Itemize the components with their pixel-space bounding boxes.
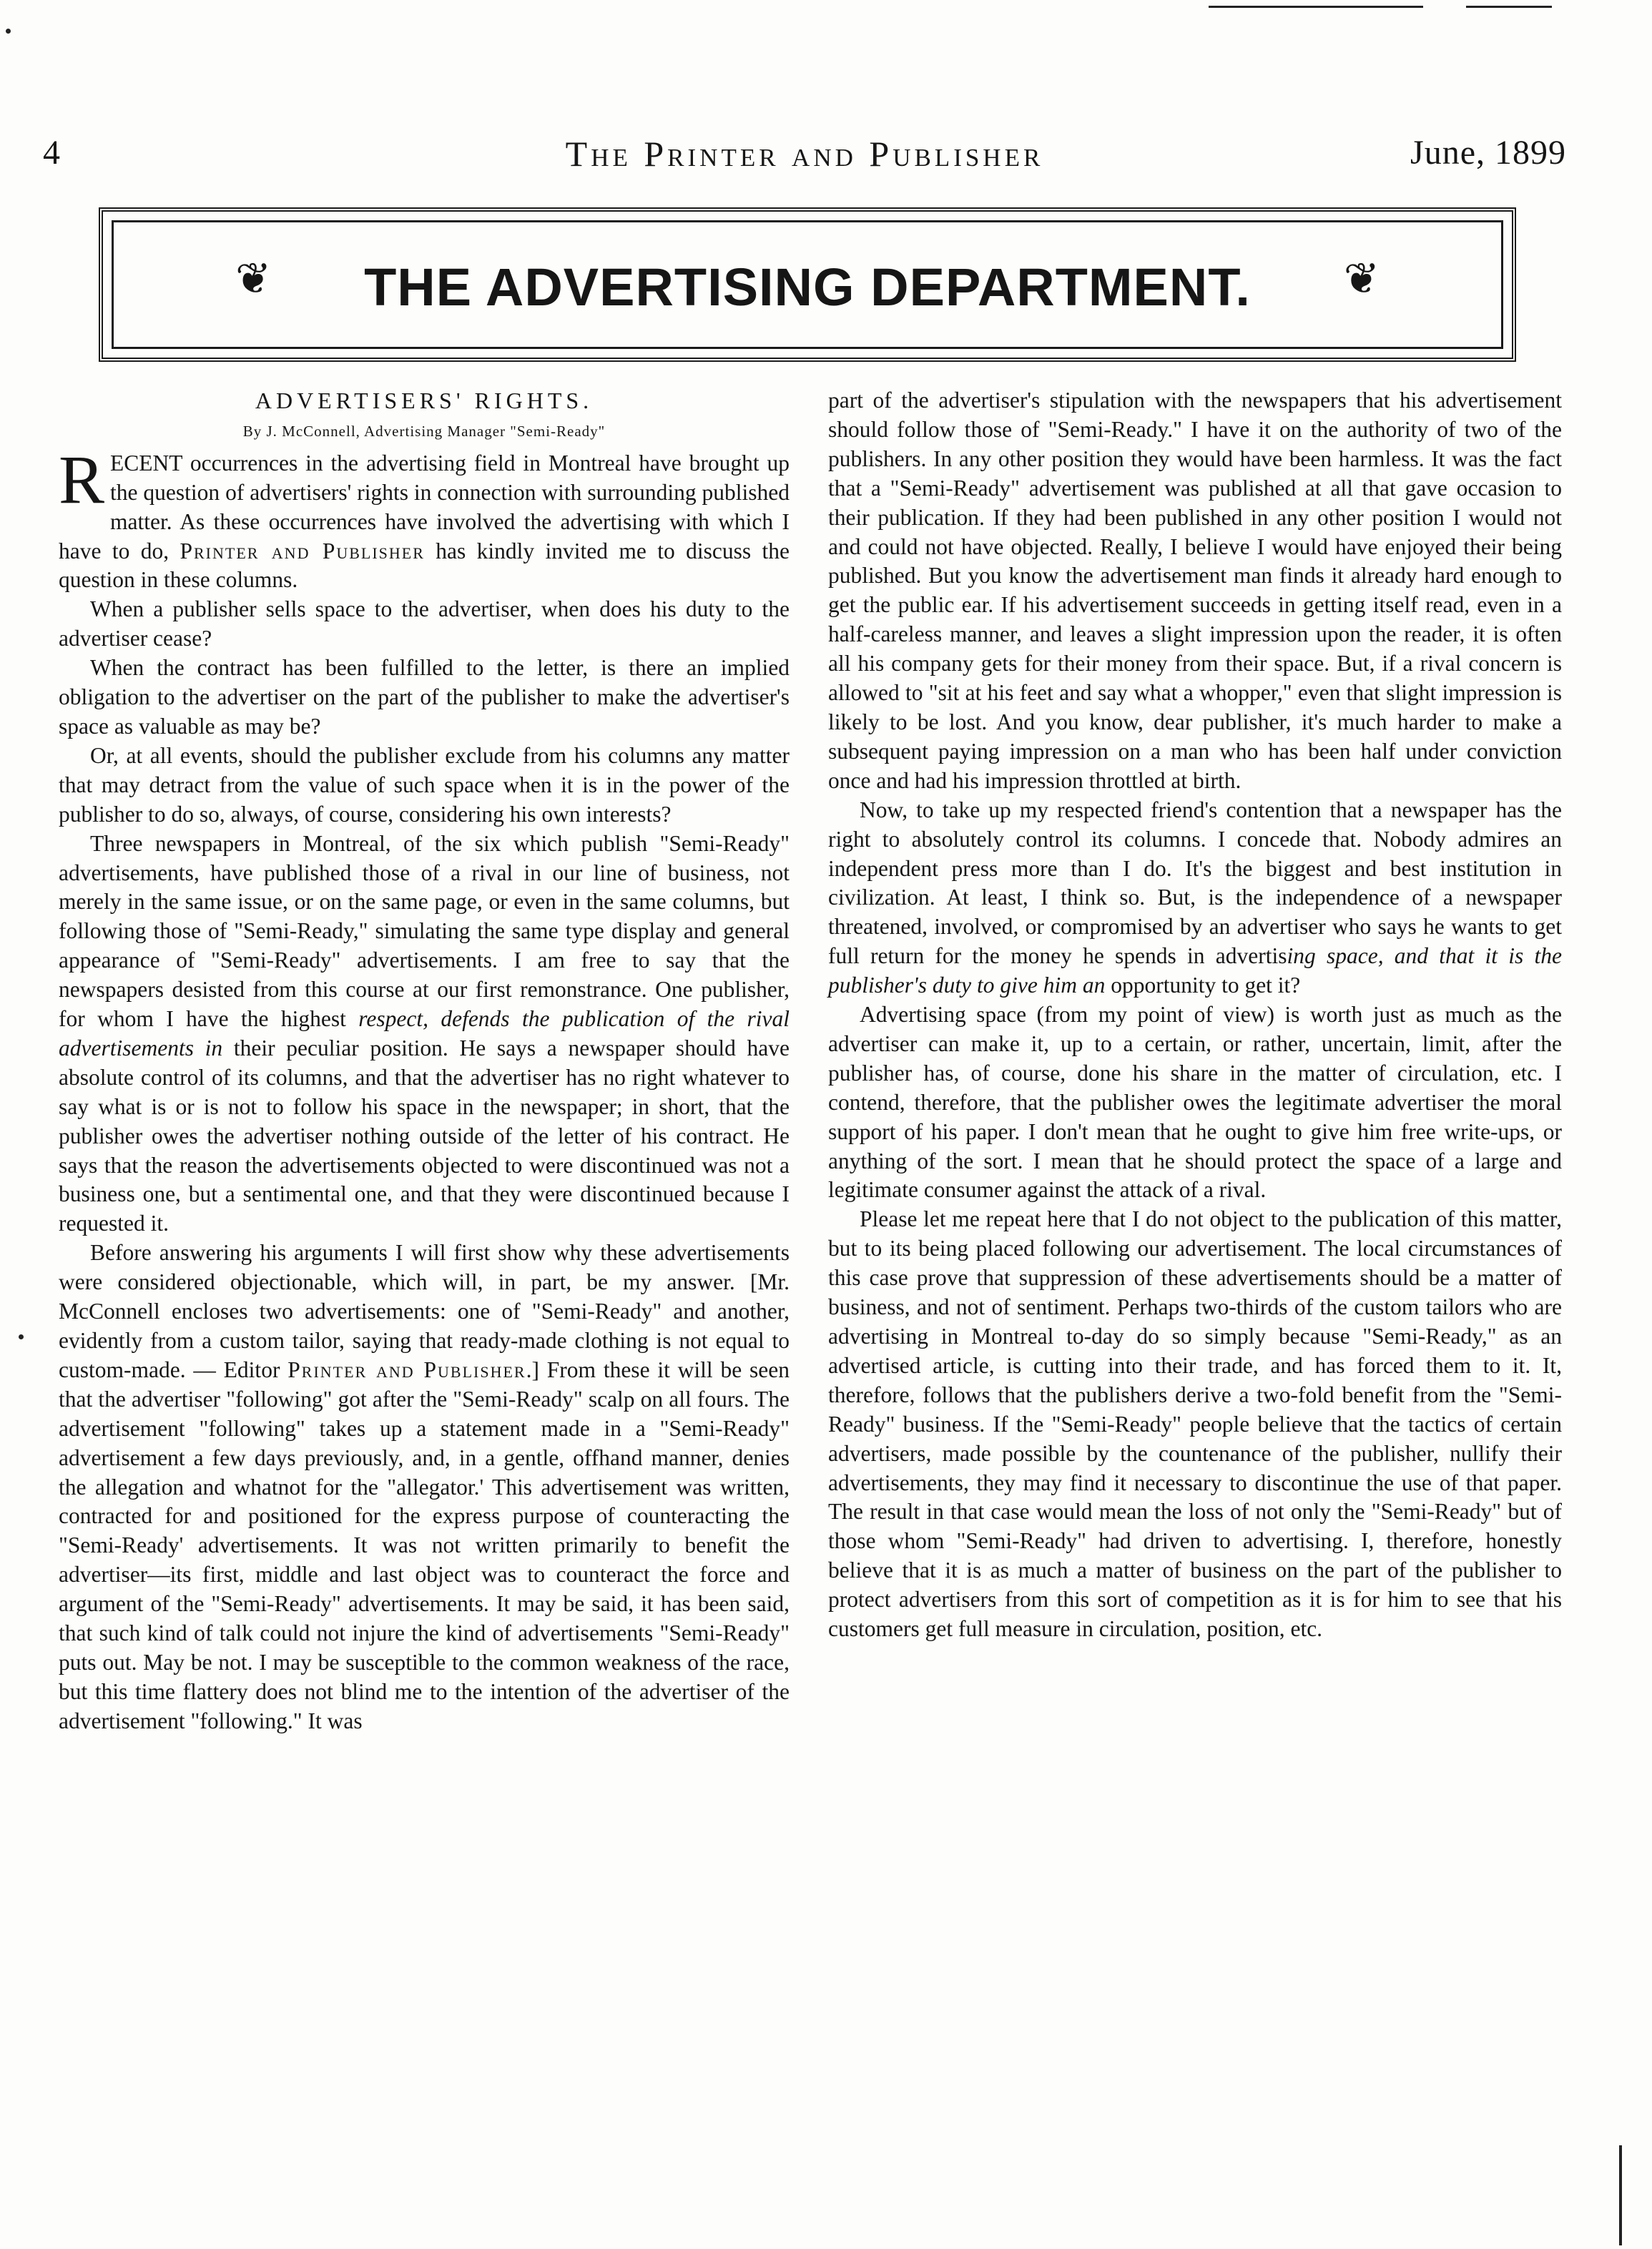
drop-cap: R — [59, 441, 105, 518]
running-header — [43, 133, 1566, 183]
scan-edge-line — [1619, 2145, 1622, 2245]
article-paragraph: part of the advertiser's stipulation with the newspapers that his advertisement should follow those of "Semi-Ready." I have it on the authority of two of the publishers. In any other position they would have been harmless. It was the fact that a "Semi-Ready" advertisement was published at all that gave occasion to their publication. If they had been published in any other position I would not and could not have objected. Really, I believe I would have enjoyed their being published. But you know the advertisement man finds it already hard enough to get the public ear. If his advertisement succeeds in getting itself read, even in a half-careless manner, and leaves a slight impression upon the reader, it is often all his company gets for their money from their space. But, if a rival concern is allowed to "sit at his feet and say what a whopper," even that slight impression is likely to be lost. And you know, dear publisher, it's much harder to make a subsequent paying impression on a man who has been half under conviction once and had his impression throttled at birth. — [828, 388, 1562, 793]
column-right — [828, 386, 1562, 1644]
publication-title: The Printer and Publisher — [565, 134, 1044, 174]
issue-date: June, 1899 — [1410, 134, 1566, 172]
scan-speck — [19, 1334, 24, 1339]
column-left — [59, 386, 790, 1736]
scan-speck — [6, 29, 11, 34]
article-byline: By J. McConnell, Advertising Manager "Semi-Ready" — [242, 422, 606, 440]
article-paragraph: Advertising space (from my point of view) is worth just as much as the advertiser can make it, up to a certain, or rather, uncertain, limit, after the publisher has, of course, done his share in the matter of circulation, etc. I contend, therefore, that the publisher owes the legitimate advertiser the moral support of his paper. I don't mean that he ought to give him free write-ups, or anything of the sort. I mean that he should protect the space of a large and legitimate consumer against the attack of a rival. — [828, 1002, 1562, 1203]
article-title: ADVERTISERS' RIGHTS. — [255, 388, 594, 413]
banner-inner-frame — [112, 220, 1503, 349]
fleuron-ornament-icon: ❦ — [235, 255, 272, 302]
fleuron-ornament-icon: ❦ — [1343, 255, 1380, 302]
article-paragraph: RECENT occurrences in the advertising field in Montreal have brought up the question of advertisers' rights in connection with surrounding published matter. As these occurrences have involved the advertising with which I have to do, Printer and Publisher has kindly invited me to discuss the question in these columns. — [59, 441, 790, 593]
article-paragraph: Or, at all events, should the publisher exclude from his columns any matter that may detract from the value of such space when it is in the power of the publisher to do so, always, of course, considering his own interests? — [59, 742, 790, 827]
article-paragraph: Before answering his arguments I will first show why these advertisements were considered objectionable, which will, in part, be my answer. [Mr. McConnell encloses two advertisements: one of "Semi-Ready" and another, evidently from a custom tailor, saying that ready-made clothing is not equal to custom-made. — Editor Printer and Publisher.] From these it will be seen that the advertiser "following" got after the "Semi-Ready" scalp on all fours. The advertisement "following" takes up a statement made in a "Semi-Ready" advertisement a few days previously, and, in a gentle, offhand manner, denies the allegation and whatnot for the "allegator.' This advertisement was written, contracted for and positioned for the express purpose of counteracting the "Semi-Ready' advertisements. It was not written primarily to benefit the advertiser—its first, middle and last object was to counteract the force and argument of the "Semi-Ready" advertisements. It may be said, it has been said, that such kind of talk could not injure the kind of advertisements "Semi-Ready" puts out. May be not. I may be susceptible to the common weakness of the race, but this time flattery does not blind me to the intention of the advertiser of the advertisement "following." It was — [59, 1240, 790, 1733]
scan-artifact-rule — [1466, 6, 1552, 8]
article-paragraph: When a publisher sells space to the advertiser, when does his duty to the advertiser cease? — [59, 596, 790, 651]
article-paragraph: Three newspapers in Montreal, of the six which publish "Semi-Ready" advertisements, have published those of a rival in our line of business, not merely in the same issue, or on the same page, or even in the same columns, but following those of "Semi-Ready," simulating the same type display and general appearance of "Semi-Ready" advertisements. I am free to say that the newspapers desisted from this course at our first remonstrance. One publisher, for whom I have the highest respect, defends the publication of the rival advertisements in their peculiar position. He says a newspaper should have absolute control of its columns, and that the advertiser has no right whatever to say what is or is not to follow his space in the newspaper; in short, that the publisher owes the advertiser nothing outside of the letter of his contract. He says that the reason the advertisements objected to were discontinued was not a business one, but a sentimental one, and that they were discontinued because I requested it. — [59, 830, 790, 1236]
article-paragraph: Please let me repeat here that I do not object to the publication of this matter, but to its being placed following our advertisement. The local circumstances of this case prove that suppression of these advertisements should be a matter of business, and not of sentiment. Perhaps two-thirds of the custom tailors who are advertising in Montreal to-day do so simply because "Semi-Ready," as an advertised article, is cutting into their trade, and has forced them to it. It, therefore, follows that the publishers derive a two-fold benefit from the "Semi-Ready" business. If the "Semi-Ready" people believe that the tactics of certain advertisers, made possible by the countenance of the publisher, nullify their advertisements, they may find it necessary to discontinue the use of that paper. The result in that case would mean the loss of not only the "Semi-Ready" but of those whom "Semi-Ready" had driven to advertising. I, therefore, honestly believe that it is as much a matter of business on the part of the publisher to protect advertisers from this sort of competition as it is for him to see that his customers get full measure in circulation, position, etc. — [828, 1206, 1562, 1642]
department-title: THE ADVERTISING DEPARTMENT. — [364, 257, 1251, 317]
page-number: 4 — [43, 134, 61, 172]
scan-artifact-rule — [1209, 6, 1423, 8]
article-paragraph: Now, to take up my respected friend's contention that a newspaper has the right to absolutely control its columns. I concede that. Nobody admires an independent press more than I do. It's the biggest and best institution in civilization. At least, I think so. But, is the independence of a newspaper threatened, involved, or compromised by an advertiser who says he wants to get full return for the money he spends in advertising space, and that it is the publisher's duty to give him an opportunity to get it? — [828, 797, 1562, 998]
article-paragraph: When the contract has been fulfilled to the letter, is there an implied obligation to the advertiser on the part of the publisher to make the advertiser's space as valuable as may be? — [59, 655, 790, 739]
department-banner — [99, 207, 1516, 362]
